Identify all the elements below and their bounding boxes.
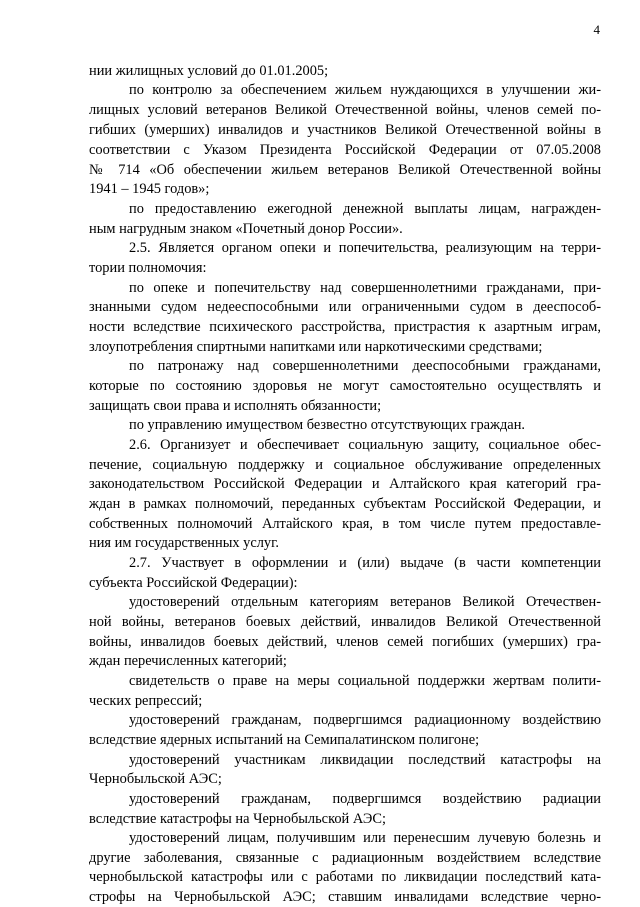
text-line: удостоверений лицам, получившим или перенесшим лучевую болезнь и [129, 830, 601, 846]
text-line: ческих репрессий; [89, 693, 203, 709]
text-line: по патронажу над совершеннолетними дееспособными гражданами, [129, 358, 601, 374]
text-line: которые по состоянию здоровья не могут самостоятельно осуществлять и [89, 378, 601, 394]
text-line: по опеке и попечительству над совершеннолетними гражданами, при- [129, 280, 601, 296]
text-line: войны, инвалидов боевых действий, членов семей погибших (умерших) гра- [89, 634, 601, 650]
text-line: № 714 «Об обеспечении жильем ветеранов Великой Отечественной войны [89, 162, 601, 178]
text-line: ния им государственных услуг. [89, 535, 279, 551]
text-line: удостоверений отдельным категориям ветеранов Великой Отечествен- [129, 594, 601, 610]
text-line: по управлению имуществом безвестно отсутствующих граждан. [129, 417, 525, 433]
text-line: ной войны, ветеранов боевых действий, инвалидов Великой Отечественной [89, 614, 601, 630]
text-line: ждан в рамках полномочий, переданных субъектам Российской Федерации, и [89, 496, 601, 512]
text-line: Чернобыльской АЭС; [89, 771, 222, 787]
text-line: удостоверений участникам ликвидации последствий катастрофы на [129, 752, 601, 768]
text-line: гибших (умерших) инвалидов и участников Великой Отечественной войны в [89, 122, 601, 138]
text-line: собственных полномочий Алтайского края, в том числе путем предоставле- [89, 516, 601, 532]
text-line: 2.6. Организует и обеспечивает социальную защиту, социальное обес- [129, 437, 601, 453]
text-line: чернобыльской катастрофы или с работами по ликвидации последствий ката- [89, 869, 601, 885]
text-line: субъекта Российской Федерации): [89, 575, 298, 591]
text-line: печение, социальную поддержку и социальное обслуживание определенных [89, 457, 601, 473]
text-line: 2.7. Участвует в оформлении и (или) выдаче (в части компетенции [129, 555, 601, 571]
text-line: 1941 – 1945 годов»; [89, 181, 210, 197]
text-line: ности вследствие психического расстройства, пристрастия к азартным играм, [89, 319, 601, 335]
text-line: лищных условий ветеранов Великой Отечественной войны, членов семей по- [89, 102, 601, 118]
text-line: по контролю за обеспечением жильем нуждающихся в улучшении жи- [129, 82, 601, 98]
text-line: 2.5. Является органом опеки и попечительства, реализующим на терри- [129, 240, 601, 256]
text-line: по предоставлению ежегодной денежной выплаты лицам, награжден- [129, 201, 601, 217]
text-line: вследствие ядерных испытаний на Семипалатинском полигоне; [89, 732, 480, 748]
page-number: 4 [593, 22, 600, 37]
text-line: защищать свои права и исполнять обязанности; [89, 398, 382, 414]
text-line: знанными судом недееспособными или ограниченными судом в дееспособ- [89, 299, 601, 315]
text-line: тории полномочия: [89, 260, 207, 276]
text-line: ным нагрудным знаком «Почетный донор России». [89, 221, 403, 237]
text-line: строфы на Чернобыльской АЭС; ставшим инвалидами вследствие черно- [89, 889, 601, 905]
text-line: удостоверений гражданам, подвергшимся воздействию радиации [129, 791, 601, 807]
text-line: соответствии с Указом Президента Российской Федерации от 07.05.2008 [89, 142, 601, 158]
text-line: удостоверений гражданам, подвергшимся радиационному воздействию [129, 712, 601, 728]
text-line: ждан перечисленных категорий; [89, 653, 287, 669]
text-line: законодательством Российской Федерации и Алтайского края категорий гра- [89, 476, 601, 492]
text-line: свидетельств о праве на меры социальной поддержки жертвам полити- [129, 673, 601, 689]
text-line: другие заболевания, связанные с радиационным воздействием вследствие [89, 850, 601, 866]
text-line: злоупотребления спиртными напитками или наркотическими средствами; [89, 339, 543, 355]
text-line: нии жилищных условий до 01.01.2005; [89, 63, 329, 79]
text-line: вследствие катастрофы на Чернобыльской АЭС; [89, 811, 386, 827]
